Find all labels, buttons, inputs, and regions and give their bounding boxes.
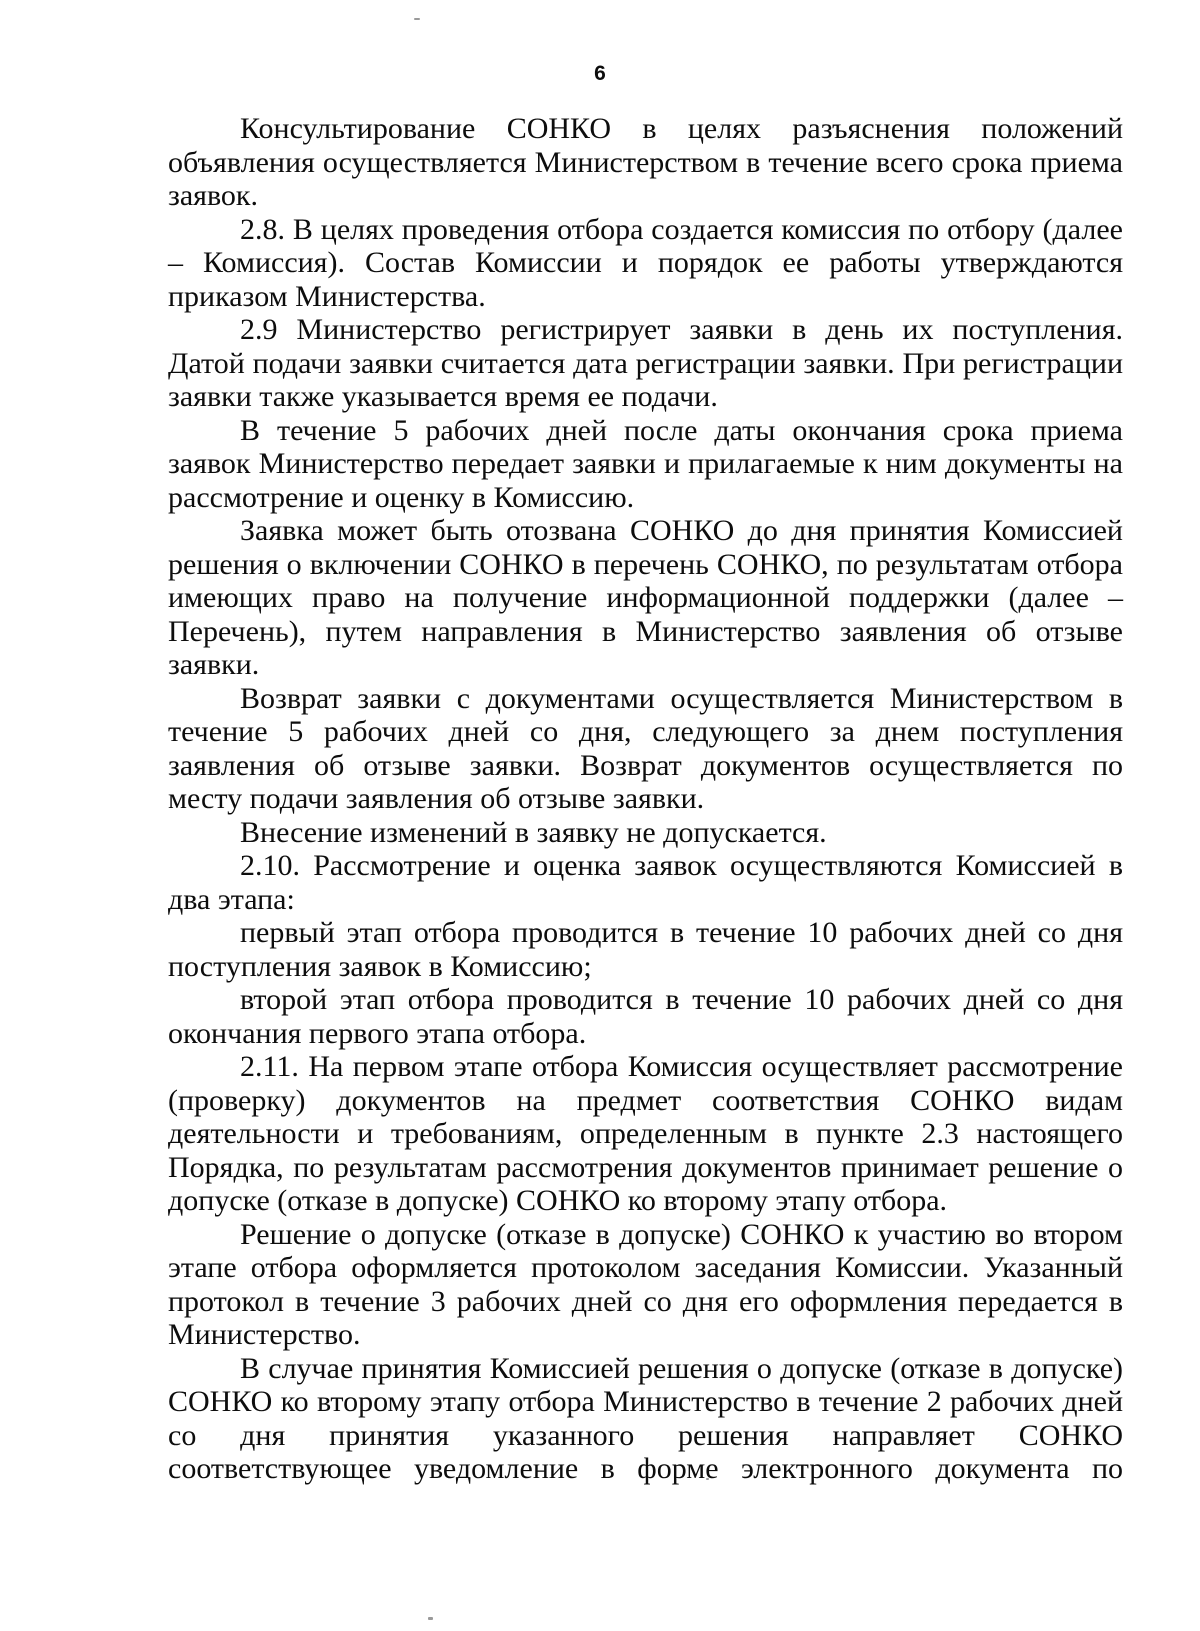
paragraph: Внесение изменений в заявку не допускается. <box>240 815 827 849</box>
paragraph: 2.9 Министерство регистрирует заявки в день их поступления. Датой подачи заявки считается дата регистрации заявки. При регистрации заявки также указывается время ее подачи. <box>168 313 1123 413</box>
list-item: первый этап отбора проводится в течение 10 рабочих дней со дня поступления заявок в Комиссию; <box>168 916 1123 983</box>
paragraph: В течение 5 рабочих дней после даты окончания срока приема заявок Министерство передает заявки и прилагаемые к ним документы на рассмотрение и оценку в Комиссию. <box>168 413 1123 514</box>
paragraph: 2.8. В целях проведения отбора создается комиссия по отбору (далее – Комиссия). Состав Комиссии и порядок ее работы утверждаются приказом Министерства. <box>168 212 1123 313</box>
paragraph: 2.10. Рассмотрение и оценка заявок осуществляются Комиссией в два этапа: <box>168 849 1123 916</box>
paragraph: Заявка может быть отозвана СОНКО до дня принятия Комиссией решения о включении СОНКО в перечень СОНКО, по результатам отбора имеющих право на получение информационной поддержки (далее – Перечень), путем направления в Министерство заявления об отзыве заявки. <box>168 514 1123 681</box>
scan-artifact <box>414 18 420 20</box>
scan-artifact <box>428 1617 433 1620</box>
document-body <box>168 112 1123 1486</box>
paragraph: Решение о допуске (отказе в допуске) СОНКО к участию во втором этапе отбора оформляется протоколом заседания Комиссии. Указанный протокол в течение 3 рабочих дней со дня его оформления передается в Министерство. <box>168 1217 1123 1351</box>
paragraph: Консультирование СОНКО в целях разъяснения положений объявления осуществляется Министерством в течение всего срока приема заявок. <box>168 112 1123 212</box>
list-item: второй этап отбора проводится в течение 10 рабочих дней со дня окончания первого этапа отбора. <box>168 983 1123 1050</box>
paragraph: Возврат заявки с документами осуществляется Министерством в течение 5 рабочих дней со дня, следующего за днем поступления заявления об отзыве заявки. Возврат документов осуществляется по месту подачи заявления об отзыве заявки. <box>168 681 1123 815</box>
paragraph: В случае принятия Комиссией решения о допуске (отказе в допуске) СОНКО ко второму этапу отбора Министерство в течение 2 рабочих дней со дня принятия указанного решения направляет СОНКО соответствующее уведомление в форме электронного документа по <box>168 1351 1123 1485</box>
page-number: 6 <box>594 62 606 85</box>
paragraph: 2.11. На первом этапе отбора Комиссия осуществляет рассмотрение (проверку) документов на предмет соответствия СОНКО видам деятельности и требованиям, определенным в пункте 2.3 настоящего Порядка, по результатам рассмотрения документов принимает решение о допуске (отказе в допуске) СОНКО ко второму этапу отбора. <box>168 1050 1123 1217</box>
